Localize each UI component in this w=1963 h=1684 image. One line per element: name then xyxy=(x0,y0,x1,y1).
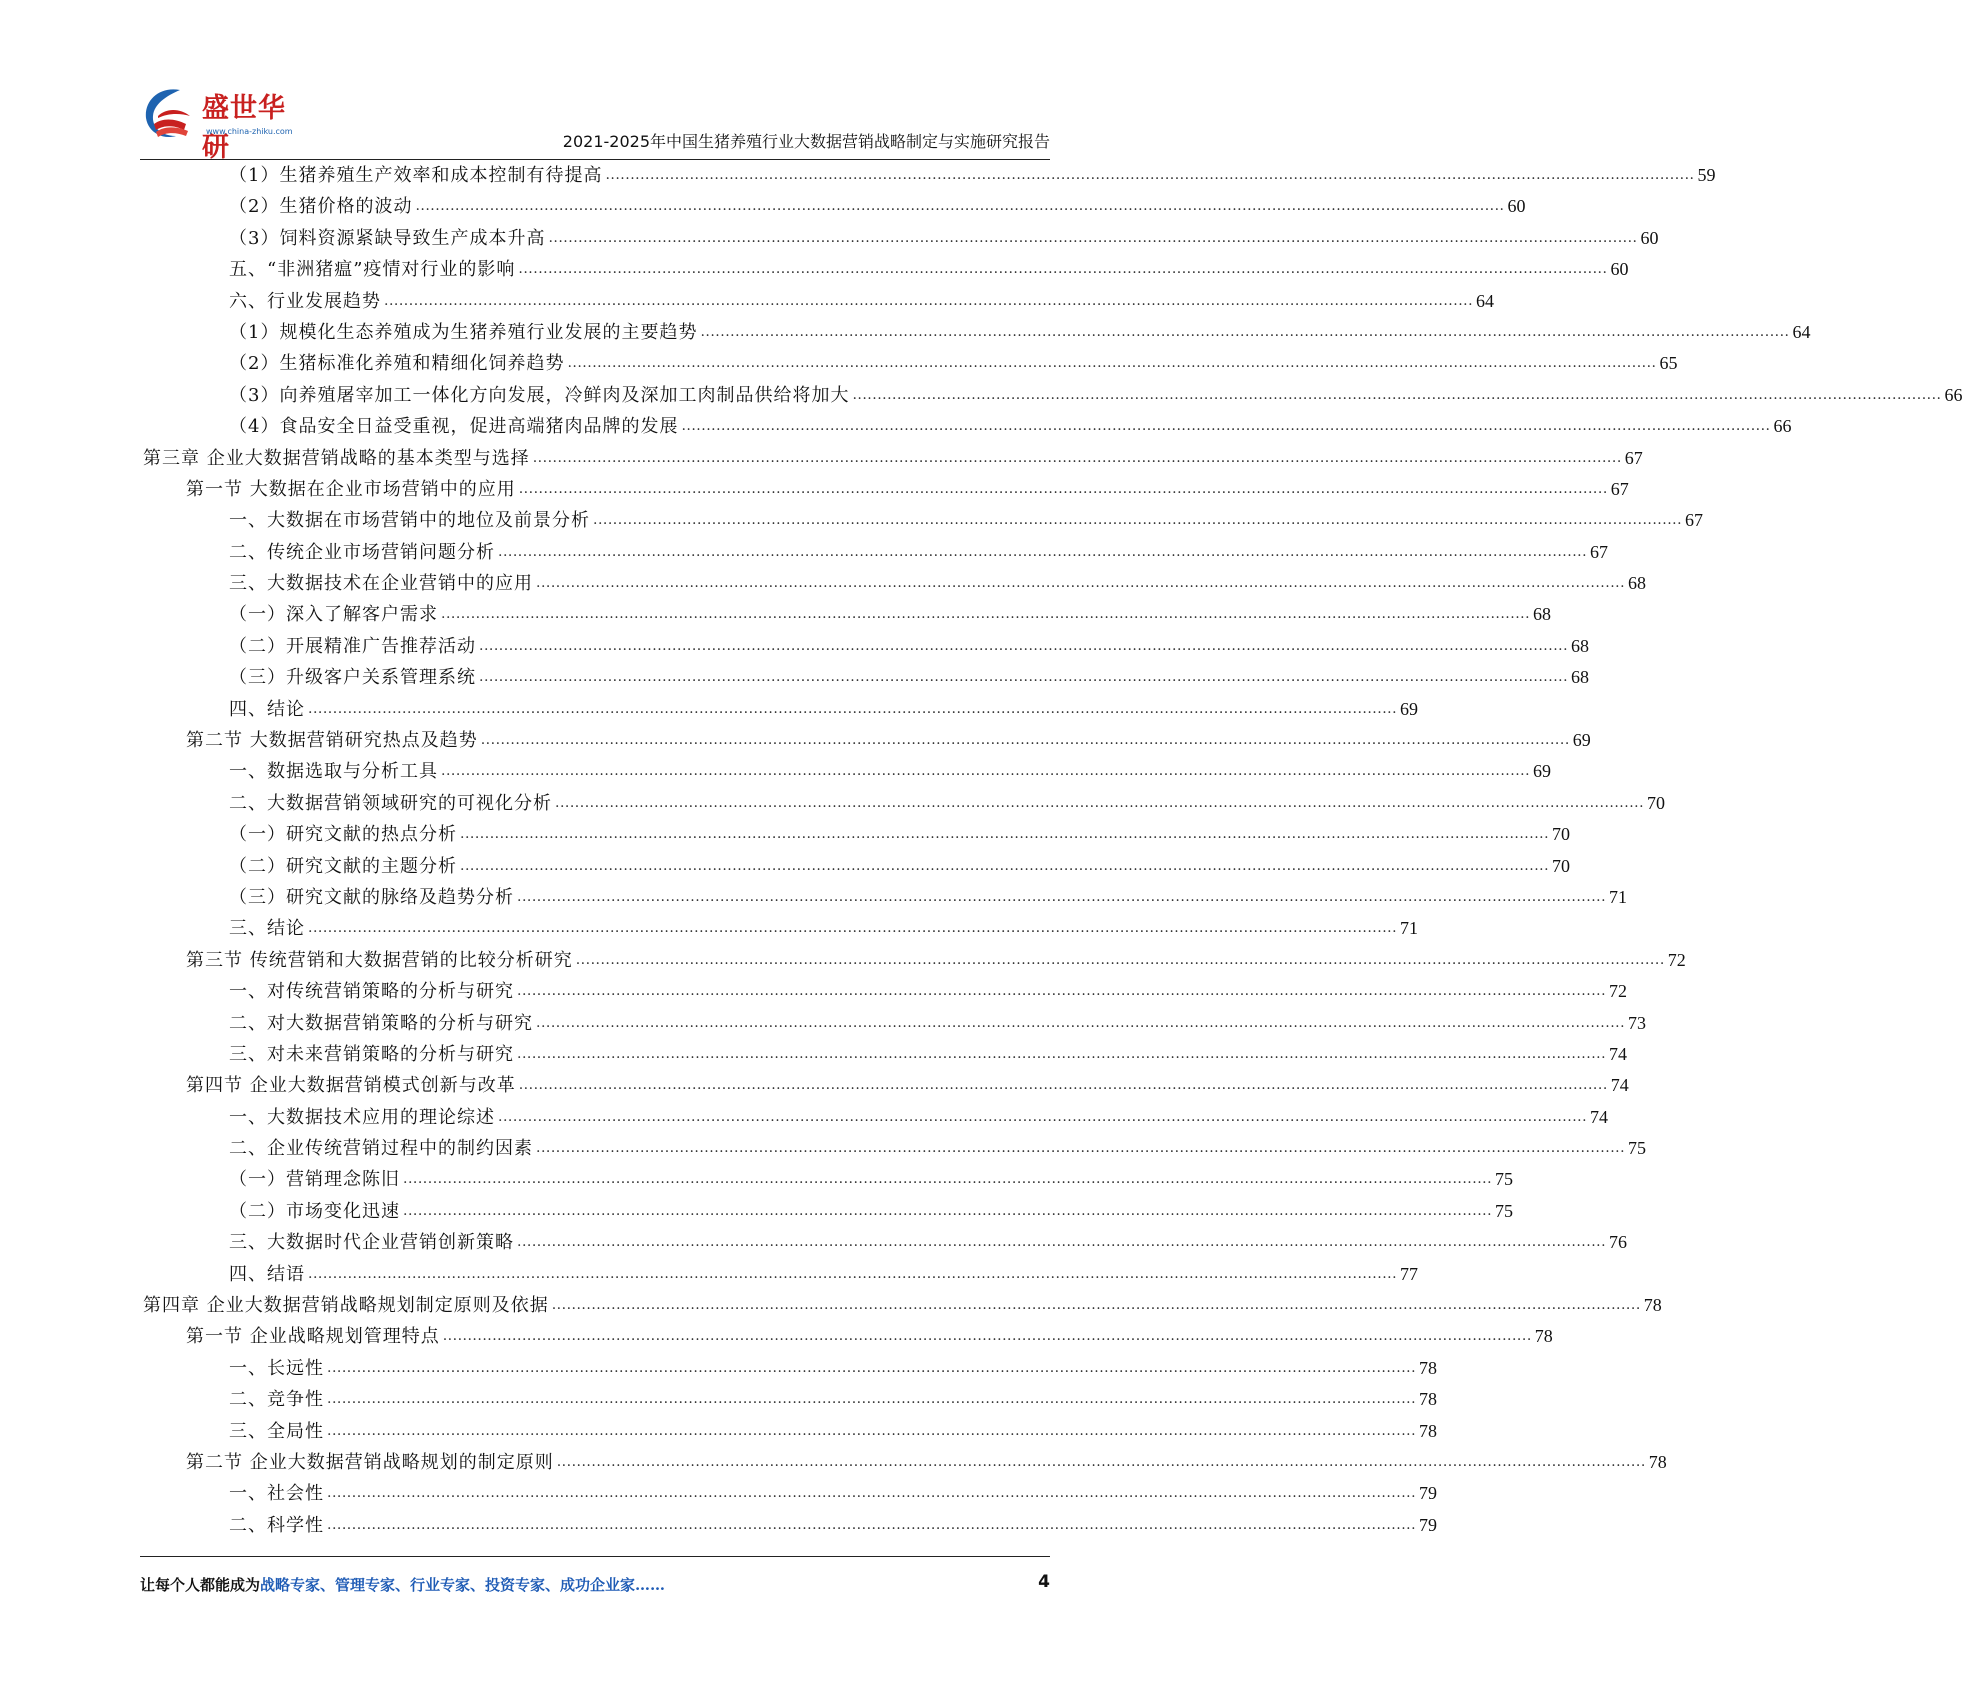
toc-entry-page: 76 xyxy=(1609,1232,1628,1253)
toc-entry-page: 71 xyxy=(1400,918,1419,939)
toc-leader-dots: ............................................................................................................................................................................................................................ xyxy=(415,198,1505,215)
toc-leader-dots: ............................................................................................................................................................................................................................ xyxy=(518,261,1608,278)
toc-leader-dots: ............................................................................................................................................................................................................................ xyxy=(384,292,1474,309)
toc-entry[interactable] xyxy=(143,1196,1514,1227)
toc-entry-label: （二）市场变化迅速 xyxy=(229,1200,400,1222)
toc-leader-dots: ............................................................................................................................................................................................................................ xyxy=(327,1359,1417,1376)
toc-entry-label: （3）饲料资源紧缺导致生产成本升高 xyxy=(229,227,546,249)
toc-leader-dots: ............................................................................................................................................................................................................................ xyxy=(517,1234,1607,1251)
toc-leader-dots: ............................................................................................................................................................................................................................ xyxy=(308,700,1398,717)
toc-entry-page: 67 xyxy=(1685,510,1704,531)
toc-leader-dots: ............................................................................................................................................................................................................................ xyxy=(556,1454,1646,1470)
footer-slogan-highlight: 战略专家、管理专家、行业专家、投资专家、成功企业家…… xyxy=(260,1576,666,1594)
toc-entry-page: 68 xyxy=(1628,573,1647,594)
toc-leader-dots: ............................................................................................................................................................................................................................ xyxy=(852,386,1942,403)
toc-entry[interactable] xyxy=(143,599,1552,630)
toc-entry[interactable] xyxy=(143,474,1629,505)
toc-entry-page: 59 xyxy=(1697,164,1716,185)
toc-entry[interactable] xyxy=(143,945,1686,976)
toc-entry-label: 四、结论 xyxy=(229,698,305,720)
toc-entry-label: 一、数据选取与分析工具 xyxy=(229,761,438,783)
toc-leader-dots: ............................................................................................................................................................................................................................ xyxy=(308,920,1398,937)
toc-leader-dots: ............................................................................................................................................................................................................................ xyxy=(442,1328,1532,1345)
toc-entry-label: 第三章 企业大数据营销战略的基本类型与选择 xyxy=(143,447,530,469)
toc-entry-page: 75 xyxy=(1495,1169,1514,1190)
toc-entry[interactable] xyxy=(143,317,1811,348)
footer-divider xyxy=(140,1556,1050,1557)
toc-leader-dots: ............................................................................................................................................................................................................................ xyxy=(327,1516,1417,1533)
toc-entry[interactable] xyxy=(143,1133,1647,1164)
toc-entry-label: （1）规模化生态养殖成为生猪养殖行业发展的主要趋势 xyxy=(229,321,698,343)
toc-entry[interactable] xyxy=(143,913,1419,944)
toc-leader-dots: ............................................................................................................................................................................................................................ xyxy=(575,951,1665,968)
toc-entry-label: 第一节 企业战略规划管理特点 xyxy=(186,1326,440,1348)
toc-entry-label: 二、对大数据营销策略的分析与研究 xyxy=(229,1012,533,1034)
toc-entry-page: 70 xyxy=(1552,824,1571,845)
toc-entry-page: 75 xyxy=(1495,1200,1514,1221)
toc-entry-page: 64 xyxy=(1792,321,1811,342)
toc-entry-label: 三、全局性 xyxy=(229,1420,324,1442)
toc-entry[interactable] xyxy=(143,725,1591,756)
toc-entry[interactable] xyxy=(143,1259,1419,1290)
toc-entry[interactable] xyxy=(143,254,1629,285)
toc-entry-label: （1）生猪养殖生产效率和成本控制有待提高 xyxy=(229,164,603,186)
toc-entry-label: 六、行业发展趋势 xyxy=(229,290,381,312)
toc-entry-page: 72 xyxy=(1667,949,1686,970)
toc-entry-label: （2）生猪标准化养殖和精细化饲养趋势 xyxy=(229,353,565,375)
toc-entry[interactable] xyxy=(143,1478,1438,1509)
page-header xyxy=(140,80,1050,163)
toc-entry-label: 第一节 大数据在企业市场营销中的应用 xyxy=(186,478,516,500)
toc-leader-dots: ............................................................................................................................................................................................................................ xyxy=(548,229,1638,246)
toc-leader-dots: ............................................................................................................................................................................................................................ xyxy=(536,1140,1626,1157)
toc-entry-page: 69 xyxy=(1572,730,1591,751)
logo-url: www.china-zhiku.com xyxy=(206,127,293,136)
toc-entry-label: （一）深入了解客户需求 xyxy=(229,604,438,626)
toc-entry[interactable] xyxy=(143,1290,1662,1321)
toc-entry[interactable] xyxy=(143,1227,1628,1258)
toc-entry-label: 一、长远性 xyxy=(229,1357,324,1379)
toc-entry-page: 78 xyxy=(1643,1295,1662,1316)
toc-entry[interactable] xyxy=(143,662,1590,693)
toc-leader-dots: ............................................................................................................................................................................................................................ xyxy=(551,1297,1641,1314)
toc-entry-page: 78 xyxy=(1419,1420,1438,1441)
toc-entry-page: 78 xyxy=(1419,1389,1438,1410)
footer-slogan xyxy=(140,1574,665,1595)
toc-entry[interactable] xyxy=(143,694,1419,725)
toc-entry[interactable] xyxy=(143,1416,1438,1447)
toc-entry-label: 三、对未来营销策略的分析与研究 xyxy=(229,1043,514,1065)
toc-entry-page: 64 xyxy=(1476,290,1495,311)
company-logo xyxy=(140,80,310,163)
toc-leader-dots: ............................................................................................................................................................................................................................ xyxy=(403,1171,1493,1188)
toc-leader-dots: ............................................................................................................................................................................................................................ xyxy=(479,669,1569,686)
toc-entry-label: （二）开展精准广告推荐活动 xyxy=(229,635,476,657)
toc-leader-dots: ............................................................................................................................................................................................................................ xyxy=(517,1045,1607,1062)
toc-entry-page: 78 xyxy=(1648,1452,1667,1472)
toc-entry[interactable] xyxy=(143,819,1571,850)
toc-entry[interactable] xyxy=(143,443,1643,474)
toc-entry-page: 65 xyxy=(1659,353,1678,374)
toc-entry[interactable] xyxy=(143,1165,1514,1196)
toc-leader-dots: ............................................................................................................................................................................................................................ xyxy=(681,418,1771,435)
toc-entry-label: 五、“非洲猪瘟”疫情对行业的影响 xyxy=(229,259,516,281)
toc-entry-page: 75 xyxy=(1628,1138,1647,1159)
toc-entry-label: （一）营销理念陈旧 xyxy=(229,1169,400,1191)
toc-entry-page: 67 xyxy=(1610,478,1629,499)
page-number: 4 xyxy=(1038,1572,1050,1592)
toc-entry[interactable] xyxy=(143,1447,1667,1478)
toc-entry[interactable] xyxy=(143,505,1704,536)
toc-entry-label: 第二节 企业大数据营销战略规划的制定原则 xyxy=(186,1452,554,1473)
toc-entry[interactable] xyxy=(143,756,1552,787)
toc-entry-page: 74 xyxy=(1609,1043,1628,1064)
toc-entry[interactable] xyxy=(143,286,1495,317)
toc-entry[interactable] xyxy=(143,1510,1438,1541)
toc-entry-label: 一、大数据在市场营销中的地位及前景分析 xyxy=(229,510,590,532)
toc-entry[interactable] xyxy=(143,411,1792,442)
toc-entry[interactable] xyxy=(143,1039,1628,1070)
toc-entry[interactable] xyxy=(143,160,1716,191)
toc-leader-dots: ............................................................................................................................................................................................................................ xyxy=(441,606,1531,623)
toc-entry-page: 68 xyxy=(1533,604,1552,625)
toc-entry-label: （三）升级客户关系管理系统 xyxy=(229,667,476,689)
toc-entry-page: 68 xyxy=(1571,667,1590,688)
toc-leader-dots: ............................................................................................................................................................................................................................ xyxy=(517,888,1607,905)
toc-entry-label: （二）研究文献的主题分析 xyxy=(229,855,457,877)
toc-entry-label: 二、传统企业市场营销问题分析 xyxy=(229,541,495,563)
toc-entry-page: 60 xyxy=(1640,227,1659,248)
toc-entry-page: 60 xyxy=(1610,259,1629,280)
report-title: 2021-2025年中国生猪养殖行业大数据营销战略制定与实施研究报告 xyxy=(562,132,1050,151)
toc-entry-label: 二、大数据营销领域研究的可视化分析 xyxy=(229,792,552,814)
toc-entry-page: 68 xyxy=(1571,635,1590,656)
toc-entry[interactable] xyxy=(143,537,1609,568)
toc-leader-dots: ............................................................................................................................................................................................................................ xyxy=(498,543,1588,560)
toc-entry-label: 二、企业传统营销过程中的制约因素 xyxy=(229,1138,533,1160)
toc-entry-label: 三、大数据技术在企业营销中的应用 xyxy=(229,573,533,595)
toc-leader-dots: ............................................................................................................................................................................................................................ xyxy=(700,323,1790,340)
toc-leader-dots: ............................................................................................................................................................................................................................ xyxy=(460,826,1550,843)
toc-entry-page: 70 xyxy=(1647,792,1666,813)
toc-entry-label: （3）向养殖屠宰加工一体化方向发展，冷鲜肉及深加工肉制品供给将加大 xyxy=(229,384,850,406)
toc-leader-dots: ............................................................................................................................................................................................................................ xyxy=(480,732,1570,749)
toc-leader-dots: ............................................................................................................................................................................................................................ xyxy=(518,480,1608,497)
toc-leader-dots: ............................................................................................................................................................................................................................ xyxy=(441,763,1531,780)
toc-entry-page: 72 xyxy=(1609,981,1628,1002)
toc-entry[interactable] xyxy=(143,788,1666,819)
toc-leader-dots: ............................................................................................................................................................................................................................ xyxy=(605,166,1695,183)
toc-entry[interactable] xyxy=(143,851,1571,882)
toc-entry-label: 四、结语 xyxy=(229,1263,305,1285)
toc-entry[interactable] xyxy=(143,1321,1553,1352)
toc-entry-label: 二、科学性 xyxy=(229,1514,324,1536)
toc-leader-dots: ............................................................................................................................................................................................................................ xyxy=(517,983,1607,1000)
toc-leader-dots: ............................................................................................................................................................................................................................ xyxy=(593,512,1683,529)
toc-entry[interactable] xyxy=(143,631,1590,662)
toc-entry-page: 66 xyxy=(1773,416,1792,437)
toc-entry-label: 一、社会性 xyxy=(229,1483,324,1505)
toc-entry[interactable] xyxy=(143,1008,1647,1039)
toc-entry-page: 74 xyxy=(1590,1106,1609,1127)
toc-entry-label: 第四节 企业大数据营销模式创新与改革 xyxy=(186,1075,516,1097)
toc-entry[interactable] xyxy=(143,380,1963,411)
toc-leader-dots: ............................................................................................................................................................................................................................ xyxy=(536,575,1626,592)
toc-entry[interactable] xyxy=(143,1070,1629,1101)
logo-text: 盛世华研 xyxy=(202,93,286,163)
toc-entry-page: 77 xyxy=(1400,1263,1419,1284)
toc-entry-page: 78 xyxy=(1419,1357,1438,1378)
toc-entry-page: 70 xyxy=(1552,855,1571,876)
table-of-contents xyxy=(143,160,1963,1541)
toc-entry-label: 三、大数据时代企业营销创新策略 xyxy=(229,1232,514,1254)
toc-entry[interactable] xyxy=(143,976,1628,1007)
toc-entry-page: 69 xyxy=(1400,698,1419,719)
toc-entry-label: 二、竞争性 xyxy=(229,1389,324,1411)
toc-entry[interactable] xyxy=(143,223,1659,254)
toc-leader-dots: ............................................................................................................................................................................................................................ xyxy=(536,1014,1626,1031)
toc-leader-dots: ............................................................................................................................................................................................................................ xyxy=(327,1485,1417,1502)
toc-leader-dots: ............................................................................................................................................................................................................................ xyxy=(479,637,1569,654)
footer-slogan-prefix: 让每个人都能成为 xyxy=(140,1576,261,1594)
toc-entry[interactable] xyxy=(143,191,1526,222)
toc-entry-label: 一、大数据技术应用的理论综述 xyxy=(229,1106,495,1128)
toc-entry[interactable] xyxy=(143,1353,1438,1384)
toc-leader-dots: ............................................................................................................................................................................................................................ xyxy=(518,1077,1608,1094)
toc-entry-page: 79 xyxy=(1419,1514,1438,1535)
toc-leader-dots: ............................................................................................................................................................................................................................ xyxy=(532,449,1622,466)
toc-entry-label: 第二节 大数据营销研究热点及趋势 xyxy=(186,730,478,752)
toc-leader-dots: ............................................................................................................................................................................................................................ xyxy=(403,1202,1493,1219)
toc-leader-dots: ............................................................................................................................................................................................................................ xyxy=(460,857,1550,874)
toc-entry-page: 73 xyxy=(1628,1012,1647,1033)
toc-entry-page: 67 xyxy=(1590,541,1609,562)
toc-entry[interactable] xyxy=(143,348,1678,379)
toc-entry[interactable] xyxy=(143,1384,1438,1415)
logo-emblem-icon xyxy=(140,84,202,146)
toc-entry[interactable] xyxy=(143,1102,1609,1133)
toc-entry-page: 74 xyxy=(1610,1075,1629,1096)
toc-entry-label: （2）生猪价格的波动 xyxy=(229,196,413,218)
toc-entry-page: 60 xyxy=(1507,196,1526,217)
toc-entry-label: 第四章 企业大数据营销战略规划制定原则及依据 xyxy=(143,1295,549,1317)
toc-leader-dots: ............................................................................................................................................................................................................................ xyxy=(308,1265,1398,1282)
toc-entry-label: 第三节 传统营销和大数据营销的比较分析研究 xyxy=(186,949,573,971)
toc-leader-dots: ............................................................................................................................................................................................................................ xyxy=(498,1108,1588,1125)
toc-entry-label: 一、对传统营销策略的分析与研究 xyxy=(229,981,514,1003)
toc-entry[interactable] xyxy=(143,882,1628,913)
toc-entry-page: 78 xyxy=(1534,1326,1553,1347)
toc-leader-dots: ............................................................................................................................................................................................................................ xyxy=(327,1391,1417,1408)
toc-leader-dots: ............................................................................................................................................................................................................................ xyxy=(327,1422,1417,1439)
toc-entry-label: （4）食品安全日益受重视，促进高端猪肉品牌的发展 xyxy=(229,416,679,438)
toc-entry-label: （三）研究文献的脉络及趋势分析 xyxy=(229,886,514,908)
toc-leader-dots: ............................................................................................................................................................................................................................ xyxy=(555,794,1645,811)
toc-entry[interactable] xyxy=(143,568,1647,599)
toc-entry-page: 79 xyxy=(1419,1483,1438,1504)
toc-entry-page: 71 xyxy=(1609,886,1628,907)
toc-entry-page: 67 xyxy=(1624,447,1643,468)
toc-entry-label: 三、结论 xyxy=(229,918,305,940)
toc-leader-dots: ............................................................................................................................................................................................................................ xyxy=(567,355,1657,372)
toc-entry-page: 66 xyxy=(1944,384,1963,405)
toc-entry-page: 69 xyxy=(1533,761,1552,782)
toc-entry-label: （一）研究文献的热点分析 xyxy=(229,824,457,846)
